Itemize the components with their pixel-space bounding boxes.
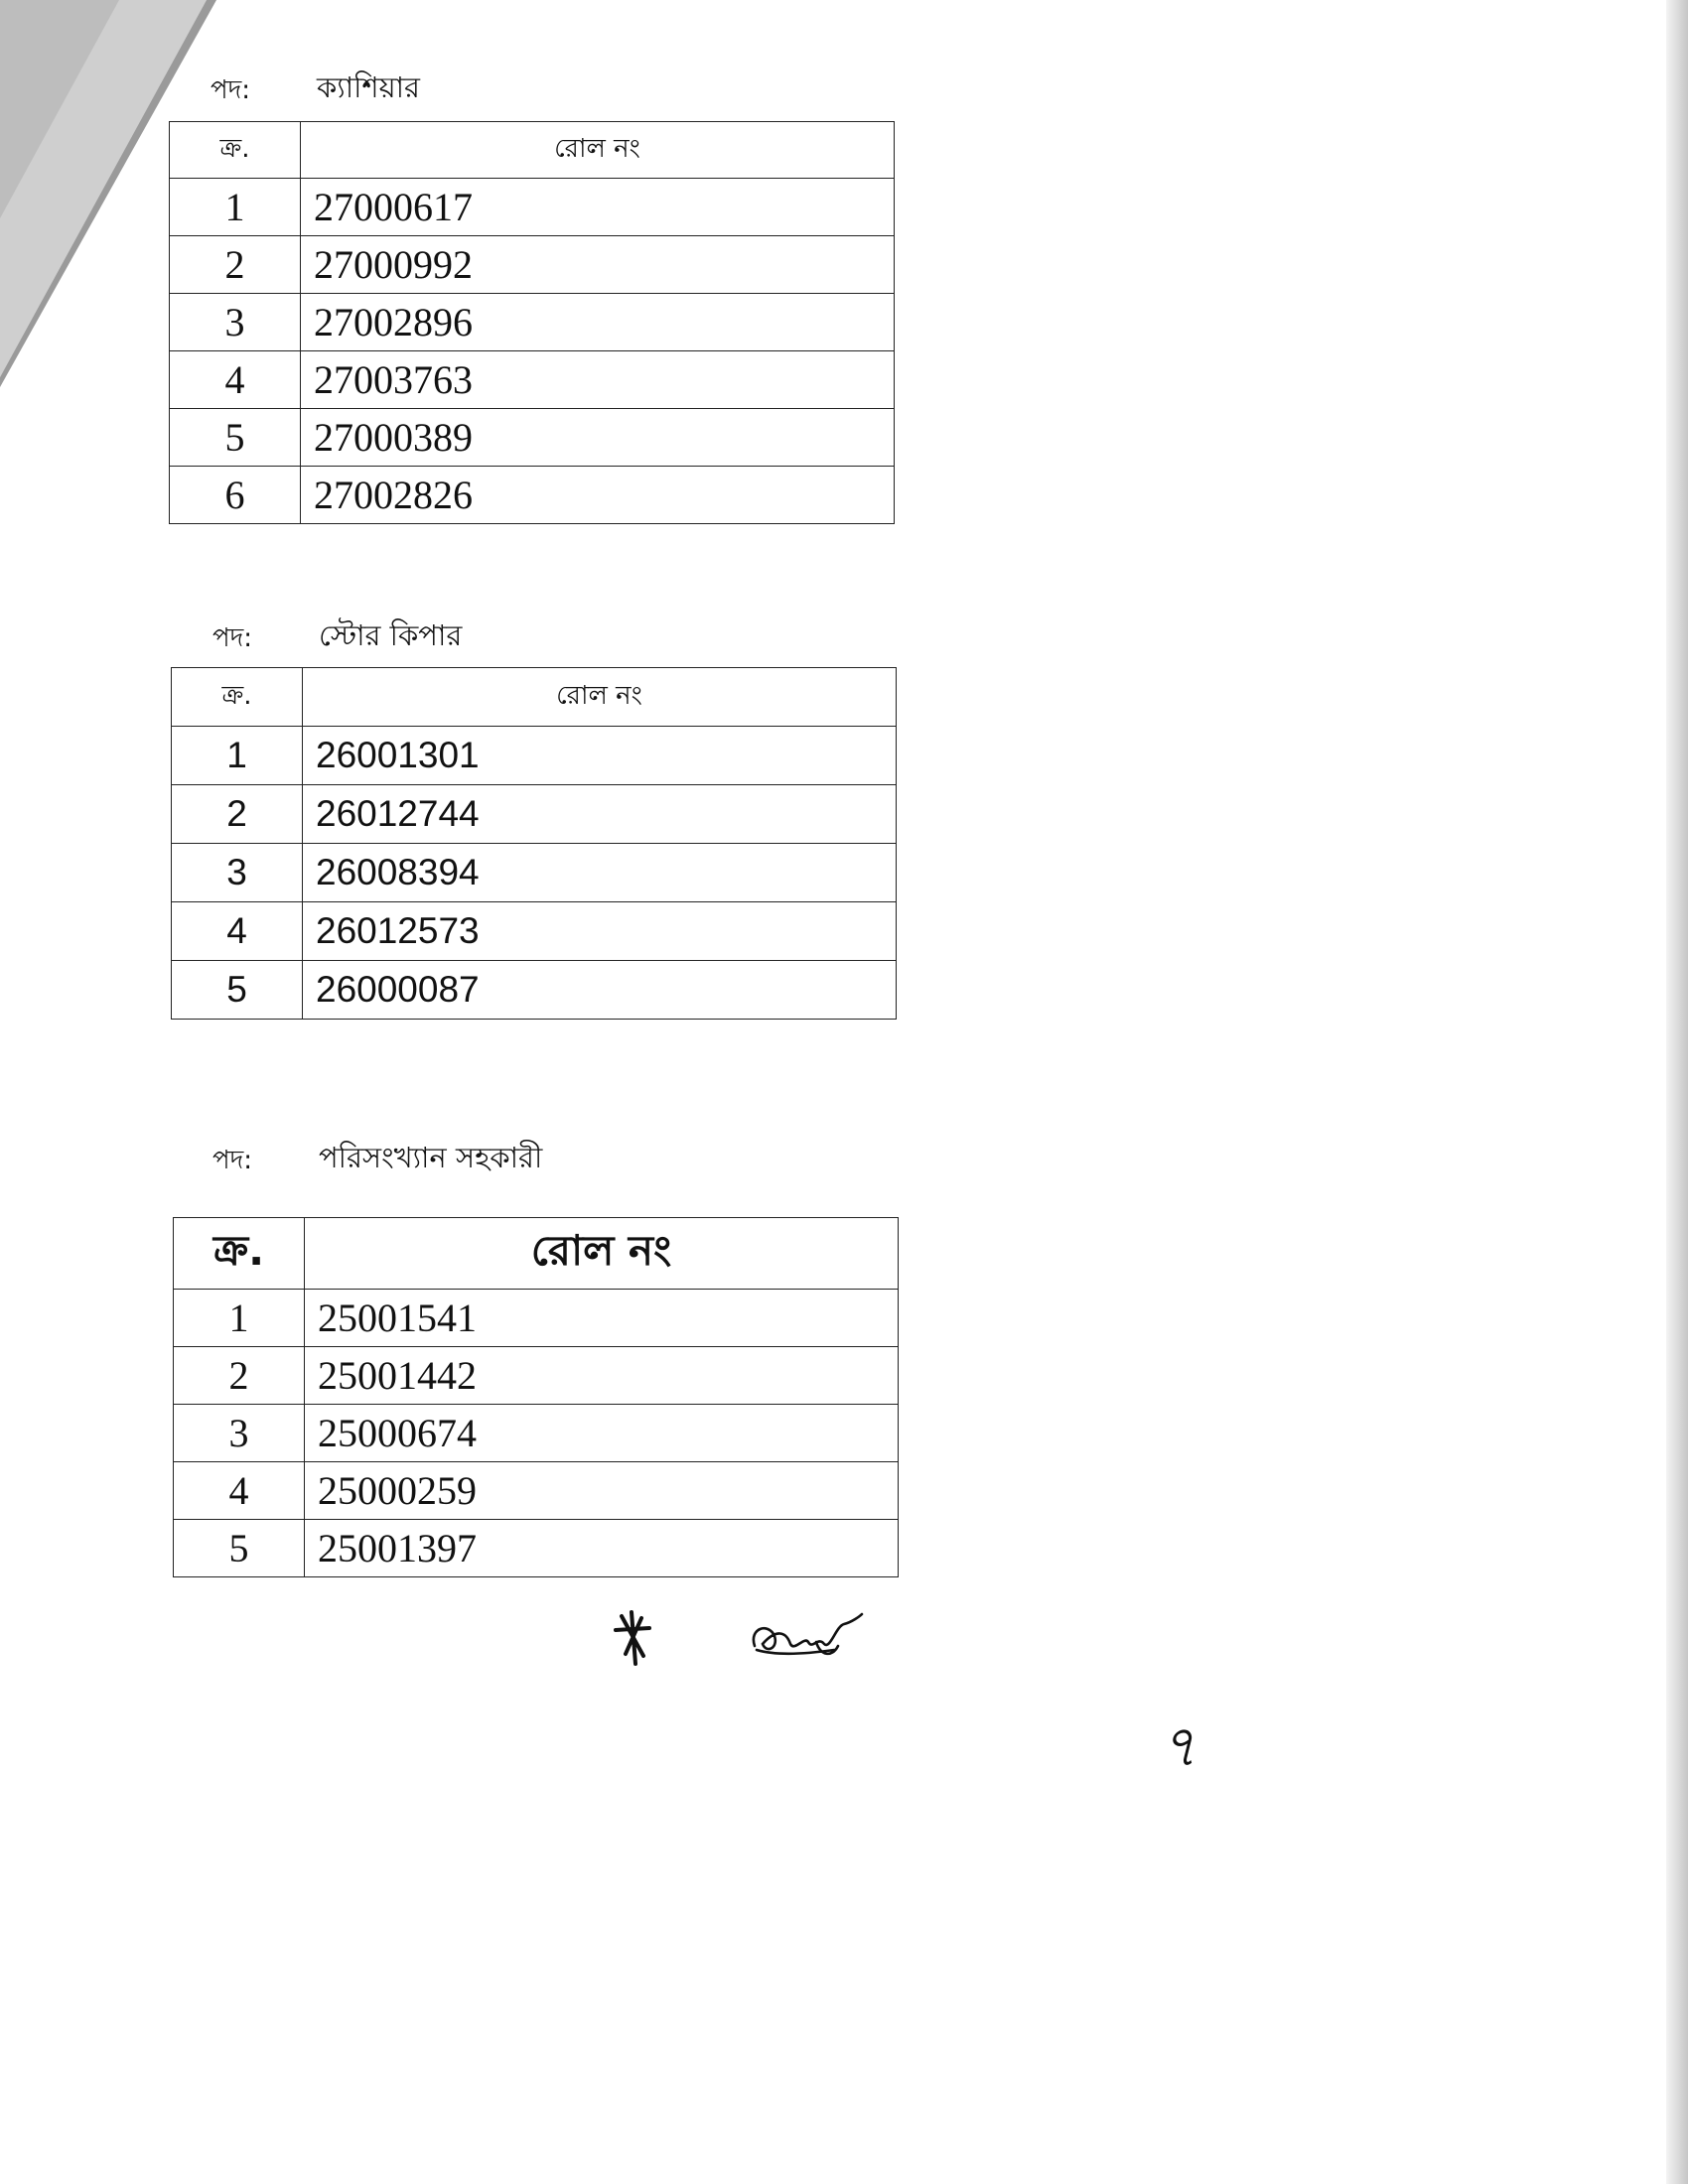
serial-cell: 3 <box>172 844 303 902</box>
table-row <box>170 467 895 524</box>
roll-cell: 26012573 <box>303 902 897 961</box>
table-row <box>174 1462 899 1520</box>
serial-cell: 2 <box>172 785 303 844</box>
roll-table-store-keeper <box>171 667 897 1020</box>
table-row <box>172 785 897 844</box>
post-label: পদ: <box>211 75 251 105</box>
table-row <box>174 1347 899 1405</box>
table-header-row <box>170 122 895 179</box>
page-number: ৭ <box>1160 1712 1197 1780</box>
scan-edge-shadow <box>1666 0 1688 2184</box>
roll-cell: 25001442 <box>305 1347 899 1405</box>
serial-cell: 3 <box>174 1405 305 1462</box>
serial-cell: 5 <box>172 961 303 1020</box>
serial-cell: 5 <box>174 1520 305 1577</box>
roll-cell: 25000259 <box>305 1462 899 1520</box>
table-row <box>170 294 895 351</box>
serial-cell: 4 <box>170 351 301 409</box>
table-row <box>170 179 895 236</box>
roll-cell: 25001397 <box>305 1520 899 1577</box>
roll-cell: 27000617 <box>301 179 895 236</box>
roll-header: রোল নং <box>305 1218 899 1290</box>
table-row <box>172 902 897 961</box>
roll-cell: 25001541 <box>305 1290 899 1347</box>
serial-cell: 3 <box>170 294 301 351</box>
signature <box>747 1606 866 1666</box>
roll-table-statistical-assistant <box>173 1217 899 1577</box>
post-name: পরিসংখ্যান সহকারী <box>319 1141 543 1174</box>
roll-table-cashier <box>169 121 895 524</box>
serial-header: ক্র. <box>170 122 301 179</box>
serial-cell: 1 <box>172 727 303 785</box>
serial-cell: 4 <box>174 1462 305 1520</box>
serial-header: ক্র. <box>172 668 303 727</box>
serial-cell: 1 <box>170 179 301 236</box>
post-name: স্টোর কিপার <box>319 618 463 652</box>
serial-cell: 6 <box>170 467 301 524</box>
roll-header: রোল নং <box>301 122 895 179</box>
roll-cell: 27000389 <box>301 409 895 467</box>
table-header-row <box>172 668 897 727</box>
roll-cell: 27003763 <box>301 351 895 409</box>
roll-cell: 27000992 <box>301 236 895 294</box>
table-row <box>170 236 895 294</box>
serial-cell: 2 <box>174 1347 305 1405</box>
table-row <box>172 961 897 1020</box>
post-label: পদ: <box>212 1146 253 1175</box>
roll-cell: 26012744 <box>303 785 897 844</box>
table-header-row <box>174 1218 899 1290</box>
table-row <box>174 1290 899 1347</box>
roll-cell: 25000674 <box>305 1405 899 1462</box>
serial-cell: 1 <box>174 1290 305 1347</box>
serial-cell: 5 <box>170 409 301 467</box>
table-row <box>174 1520 899 1577</box>
roll-cell: 26000087 <box>303 961 897 1020</box>
roll-header: রোল নং <box>303 668 897 727</box>
table-row <box>172 844 897 902</box>
serial-cell: 2 <box>170 236 301 294</box>
post-label: পদ: <box>212 623 253 653</box>
initial-star-mark <box>608 1610 657 1666</box>
roll-cell: 26001301 <box>303 727 897 785</box>
serial-cell: 4 <box>172 902 303 961</box>
roll-cell: 27002896 <box>301 294 895 351</box>
table-row <box>172 727 897 785</box>
roll-cell: 27002826 <box>301 467 895 524</box>
table-row <box>170 409 895 467</box>
table-row <box>170 351 895 409</box>
post-name: ক্যাশিয়ার <box>317 70 421 104</box>
table-row <box>174 1405 899 1462</box>
roll-cell: 26008394 <box>303 844 897 902</box>
serial-header: ক্র. <box>174 1218 305 1290</box>
